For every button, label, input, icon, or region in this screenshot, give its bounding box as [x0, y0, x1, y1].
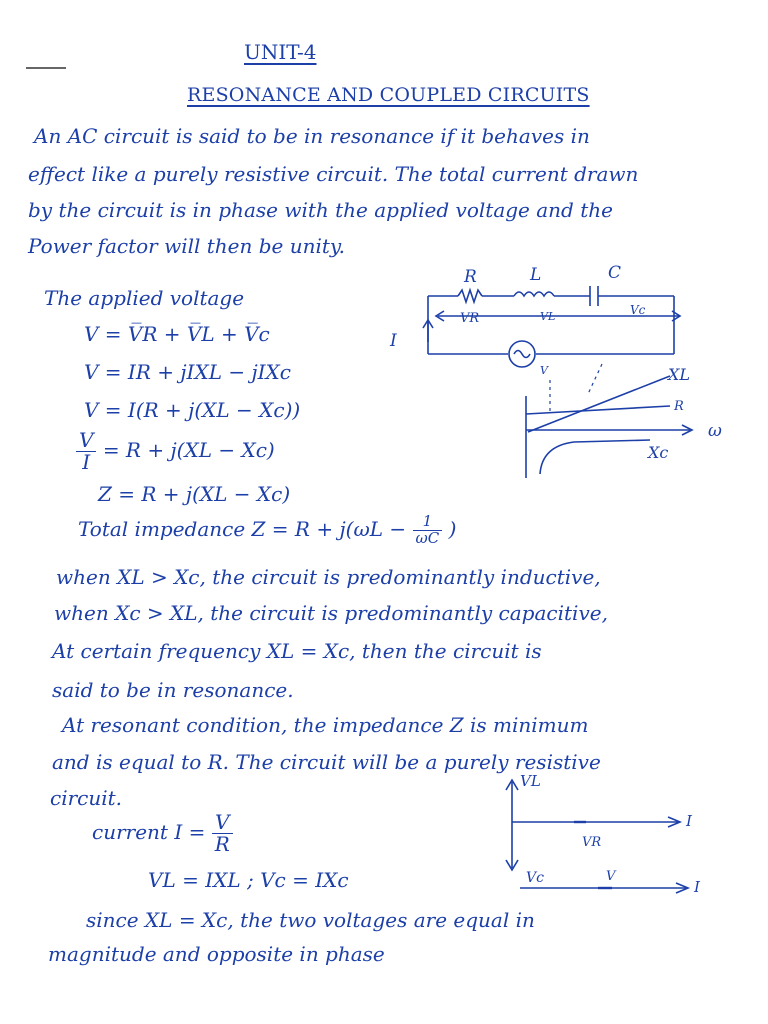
resistor-symbol — [458, 290, 482, 302]
unit-heading: UNIT-4 — [244, 40, 317, 64]
equation-1: V = V̅R + V̅L + V̅c — [84, 322, 270, 346]
label-vc: Vc — [630, 303, 646, 317]
body-line: said to be in resonance. — [52, 678, 294, 702]
fraction-v-over-i: $\frac{V}{I}$ — [76, 430, 96, 473]
closing-line: since XL = Xc, the two voltages are equal in — [86, 908, 535, 932]
phasor-label-v: V — [606, 869, 616, 884]
body-line: when XL > Xc, the circuit is predominantly inductive, — [56, 565, 601, 589]
phasor-diagram — [490, 770, 730, 900]
body-line: circuit. — [50, 786, 123, 810]
phasor-label-i-second: I — [694, 878, 700, 896]
equation-5: Z = R + j(XL − Xc) — [98, 482, 291, 506]
closing-line: magnitude and opposite in phase — [48, 942, 385, 966]
body-line: At certain frequency XL = Xc, then the circuit is — [52, 639, 542, 663]
inductor-symbol — [514, 292, 554, 296]
reactance-frequency-graph — [510, 360, 750, 490]
label-l: L — [530, 265, 542, 285]
intro-line: An AC circuit is said to be in resonance if it behaves in — [34, 124, 590, 148]
equation-4: $\frac{V}{I}$ = R + j(XL − Xc) — [76, 430, 275, 473]
current-equation: current I = $\frac{V}{R}$ — [92, 812, 233, 855]
graph-label-xc: Xc — [648, 443, 669, 462]
xl-line — [528, 376, 670, 432]
xc-curve — [540, 440, 650, 474]
margin-dash — [24, 60, 74, 76]
phasor-label-vc: Vc — [526, 870, 544, 886]
r-line — [526, 406, 670, 414]
total-impedance-equation: Total impedance Z = R + j(ωL − $\frac{1}{\omega C}$ ) — [78, 512, 457, 547]
label-c: C — [608, 263, 622, 283]
intro-line: effect like a purely resistive circuit. The total current drawn — [28, 162, 639, 186]
label-vl: VL — [540, 310, 556, 323]
graph-label-r: R — [674, 399, 684, 414]
graph-label-v: V — [540, 364, 548, 377]
equation-2: V = IR + jIXL − jIXc — [84, 360, 291, 384]
label-current: I — [390, 331, 397, 351]
fraction-one-over-omega-c: $\frac{1}{\omega C}$ — [413, 514, 443, 547]
fraction-v-over-r: $\frac{V}{R}$ — [212, 812, 233, 855]
phasor-label-i: I — [686, 812, 692, 830]
intro-line: by the circuit is in phase with the applied voltage and the — [28, 198, 613, 222]
graph-label-omega: ω — [708, 421, 722, 441]
body-line: and is equal to R. The circuit will be a purely resistive — [52, 750, 601, 774]
label-vr: VR — [460, 311, 480, 326]
body-line: At resonant condition, the impedance Z is minimum — [62, 713, 589, 737]
applied-voltage-heading: The applied voltage — [44, 286, 245, 310]
phasor-label-vl: VL — [520, 772, 541, 790]
page-title: RESONANCE AND COUPLED CIRCUITS — [187, 84, 590, 106]
body-line: when Xc > XL, the circuit is predominantly capacitive, — [54, 601, 608, 625]
label-r: R — [464, 267, 477, 287]
graph-label-xl: XL — [668, 365, 691, 384]
voltage-equations: VL = IXL ; Vc = IXc — [148, 868, 349, 892]
intro-line: Power factor will then be unity. — [28, 234, 345, 258]
equation-3: V = I(R + j(XL − Xc)) — [84, 398, 301, 422]
phasor-label-vr: VR — [582, 835, 602, 850]
